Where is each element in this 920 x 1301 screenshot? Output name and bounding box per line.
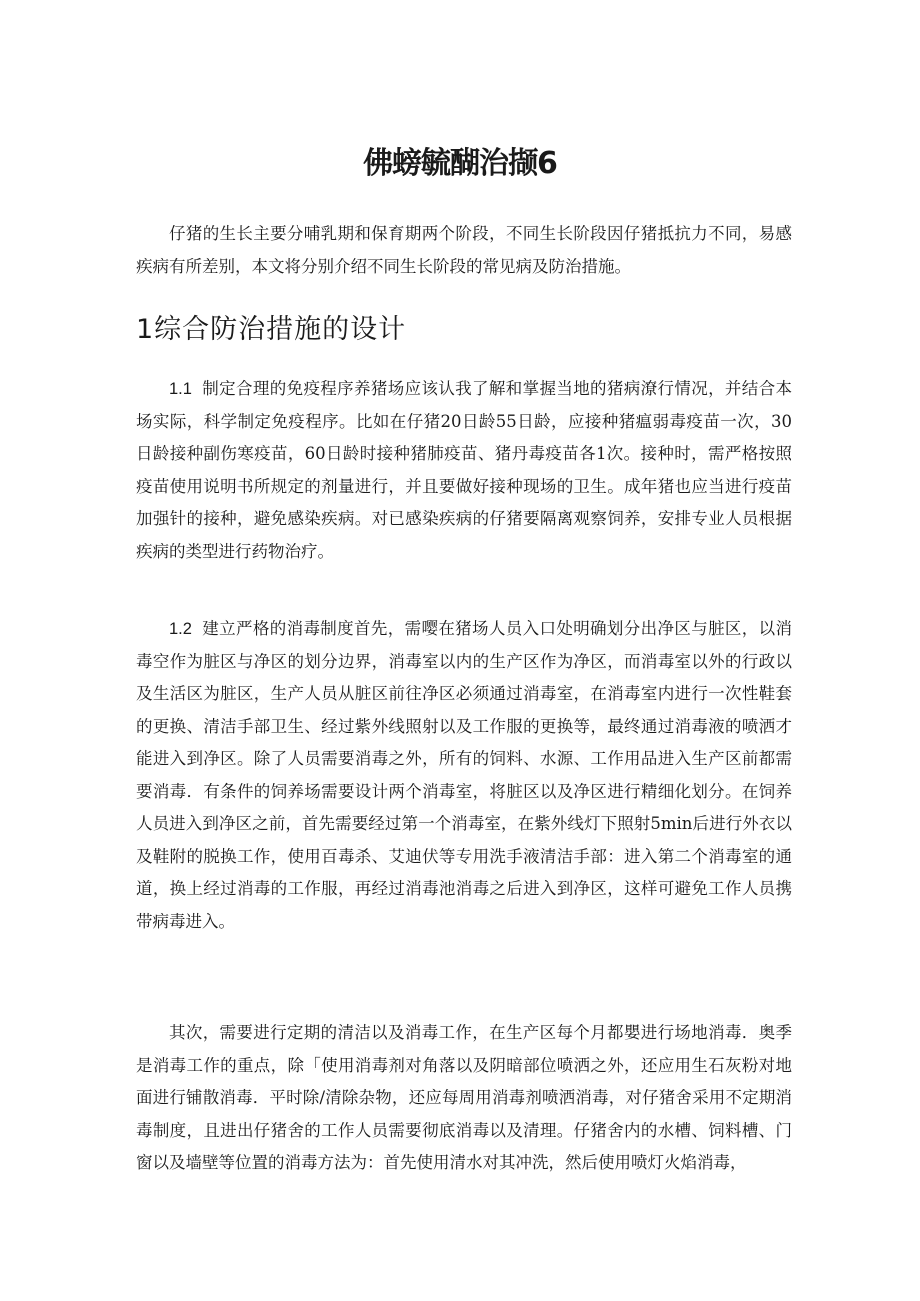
subsection-text: 建立严格的消毒制度首先，需嘤在猪场人员入口处明确划分出净区与脏区，以消毒空作为脏区与净区的划分边界，消毒室以内的生产区作为净区，而消毒室以外的行政以及生活区为脏区，生产人员从脏区前往净区必须通过消毒室，在消毒室内进行一次性鞋套的更换、清洁手部卫生、经过紫外线照射以及工作服的更换等，最终通过消毒液的喷洒才能进入到净区。除了人员需要消毒之外，所有的饲料、水源、工作用品进入生产区前都需要消毒．有条件的饲养场需要设计两个消毒室，将脏区以及净区进行精细化划分。在饲养人员进入到净区之前，首先需要经过第一个消毒室，在紫外线灯下照射5min后进行外衣以及鞋附的脱换工作，使用百毒杀、艾迪伏等专用洗手液清洁手部：进入第二个消毒室的通道，换上经过消毒的工作服，再经过消毒池消毒之后进入到净区，这样可避免工作人员携带病毒进入。: [136, 619, 792, 931]
subsection-text: 制定合理的免疫程序养猪场应该认我了解和掌握当地的猪病潦行情况，并结合本场实际，科学制定免疫程序。比如在仔猪20日龄55日龄，应接种猪瘟弱毒疫苗一次，30日龄接种副伤寒疫苗，60日龄时接种猪肺疫苗、猪丹毒疫苗各1次。接种时，需严格按照疫苗使用说明书所规定的剂量进行，并且要做好接种现场的卫生。成年猪也应当进行疫苗加强针的接种，避免感染疾病。对已感染疾病的仔猪要隔离观察饲养，安排专业人员根据疾病的类型进行药物治疗。: [136, 379, 792, 561]
intro-paragraph: 仔猪的生长主要分哺乳期和保育期两个阶段，不同生长阶段因仔猪抵抗力不同，易感疾病有所差别，本文将分别介绍不同生长阶段的常见病及防治措施。: [136, 224, 792, 276]
subsection-number: 1.2: [169, 620, 192, 638]
section-heading: 1综合防治措施的设计: [136, 314, 407, 345]
body-paragraph: 其次，需要进行定期的清洁以及消毒工作，在生产区每个月都嬰进行场地消毒．奥季是消毒工作的重点，除「使用消毒剂对角落以及阴暗部位喷洒之外，还应用生石灰粉对地面进行铺散消毒．平时除/清除杂物，还应每周用消毒剂喷洒消毒，对仔猪舍采用不定期消毒制度，且进出仔猪舍的工作人员需要彻底消毒以及清理。仔猪舍内的水槽、饲料槽、门窗以及墙壁等位置的消毒方法为：首先使用清水对其冲洗，然后使用喷灯火焰消毒，: [136, 1023, 792, 1172]
subsection-1-2-paragraph: [136, 613, 792, 938]
document-title: 佛螃毓醐治撷6: [363, 146, 557, 181]
subsection-1-1-paragraph: [136, 373, 792, 568]
subsection-number: 1.1: [169, 380, 192, 398]
